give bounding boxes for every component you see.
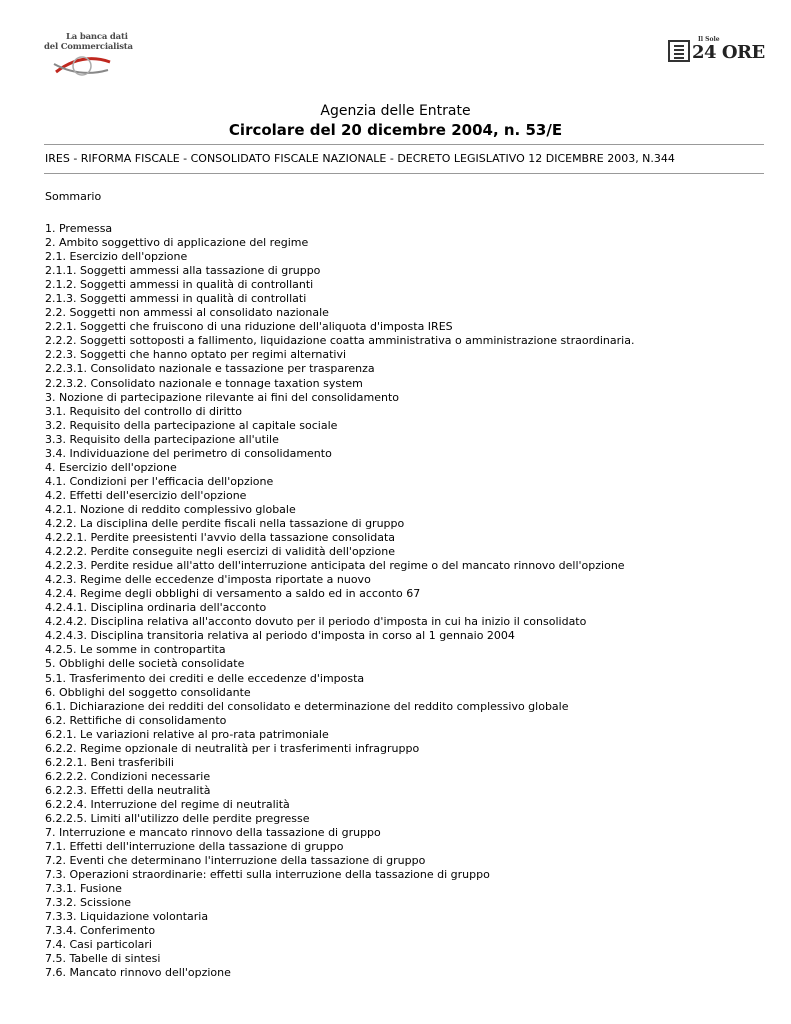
toc-item: 6.2.2. Regime opzionale di neutralità per i trasferimenti infragruppo: [45, 741, 420, 755]
toc-item: 7. Interruzione e mancato rinnovo della tassazione di gruppo: [45, 826, 381, 840]
toc-item: 4.2.2. La disciplina delle perdite fiscali nella tassazione di gruppo: [45, 516, 405, 530]
toc-item: 4.2.5. Le somme in contropartita: [45, 643, 226, 657]
logo-right-big: 24 ORE: [692, 42, 765, 63]
sole-24-ore-logo: [668, 38, 764, 66]
toc-item: 7.4. Casi particolari: [45, 938, 152, 952]
toc-item: 4.2.4.3. Disciplina transitoria relativa al periodo d'imposta in corso al 1 gennaio 2004: [45, 629, 515, 643]
toc-item: 2.2.3.2. Consolidato nazionale e tonnage taxation system: [45, 376, 363, 390]
logo-left-line1: La banca dati: [66, 32, 128, 42]
toc-item: 3.1. Requisito del controllo di diritto: [45, 404, 242, 418]
logo-left-line2: del Commercialista: [44, 42, 133, 52]
summary-heading: Sommario: [45, 190, 102, 203]
divider-bottom: [44, 173, 764, 174]
toc-item: 5.1. Trasferimento dei crediti e delle eccedenze d'imposta: [45, 671, 365, 685]
divider-top: [44, 144, 764, 145]
toc-item: 3.4. Individuazione del perimetro di consolidamento: [45, 446, 332, 460]
toc-item: 6.2.1. Le variazioni relative al pro-rata patrimoniale: [45, 727, 329, 741]
toc-item: 6. Obblighi del soggetto consolidante: [45, 685, 251, 699]
toc-item: 7.2. Eventi che determinano l'interruzione della tassazione di gruppo: [45, 854, 426, 868]
toc-item: 7.1. Effetti dell'interruzione della tassazione di gruppo: [45, 840, 344, 854]
toc-item: 4.1. Condizioni per l'efficacia dell'opzione: [45, 474, 274, 488]
newspaper-icon: [668, 40, 690, 62]
toc-item: 2.1.2. Soggetti ammessi in qualità di controllanti: [45, 278, 314, 292]
toc-item: 4.2. Effetti dell'esercizio dell'opzione: [45, 488, 247, 502]
document-subject: IRES - RIFORMA FISCALE - CONSOLIDATO FISCALE NAZIONALE - DECRETO LEGISLATIVO 12 DICEMBRE 2003, N.344: [45, 152, 675, 165]
toc-item: 4.2.2.1. Perdite preesistenti l'avvio della tassazione consolidata: [45, 531, 396, 545]
toc-item: 5. Obblighi delle società consolidate: [45, 657, 245, 671]
toc-item: 7.3.2. Scissione: [45, 896, 132, 910]
toc-item: 6.2. Rettifiche di consolidamento: [45, 713, 227, 727]
toc-item: 2.1.3. Soggetti ammessi in qualità di controllati: [45, 292, 307, 306]
toc-item: 2.1. Esercizio dell'opzione: [45, 250, 188, 264]
toc-item: 7.6. Mancato rinnovo dell'opzione: [45, 966, 231, 980]
toc-item: 2.2.3.1. Consolidato nazionale e tassazione per trasparenza: [45, 362, 375, 376]
toc-item: 4.2.3. Regime delle eccedenze d'imposta riportate a nuovo: [45, 573, 371, 587]
toc-item: 2.2.3. Soggetti che hanno optato per regimi alternativi: [45, 348, 347, 362]
toc-item: 7.3.3. Liquidazione volontaria: [45, 910, 209, 924]
swoosh-icon: [52, 52, 114, 80]
toc-item: 7.3. Operazioni straordinarie: effetti sulla interruzione della tassazione di gruppo: [45, 868, 490, 882]
toc-item: 4.2.4.2. Disciplina relativa all'acconto dovuto per il periodo d'imposta in cui ha inizio il consolidato: [45, 615, 587, 629]
logo-right-small: Il Sole: [698, 36, 720, 43]
toc-item: 7.5. Tabelle di sintesi: [45, 952, 161, 966]
toc-item: 2.2.1. Soggetti che fruiscono di una riduzione dell'aliquota d'imposta IRES: [45, 320, 453, 334]
toc-item: 4.2.2.3. Perdite residue all'atto dell'interruzione anticipata del regime o del mancato rinnovo dell'opzione: [45, 559, 625, 573]
toc-item: 2.2.2. Soggetti sottoposti a fallimento, liquidazione coatta amministrativa o amministrazione straordinaria.: [45, 334, 635, 348]
toc-item: 4.2.4.1. Disciplina ordinaria dell'acconto: [45, 601, 267, 615]
toc-item: 6.2.2.4. Interruzione del regime di neutralità: [45, 797, 290, 811]
toc-item: 2. Ambito soggettivo di applicazione del regime: [45, 236, 309, 250]
toc-item: 4. Esercizio dell'opzione: [45, 460, 177, 474]
toc-item: 1. Premessa: [45, 222, 113, 235]
toc-item: 2.2. Soggetti non ammessi al consolidato nazionale: [45, 306, 329, 320]
toc-item: 3. Nozione di partecipazione rilevante ai fini del consolidamento: [45, 390, 400, 404]
banca-dati-logo: [42, 30, 133, 82]
toc-item: 4.2.2.2. Perdite conseguite negli esercizi di validità dell'opzione: [45, 545, 395, 559]
toc-item: 6.2.2.1. Beni trasferibili: [45, 755, 174, 769]
toc-item: 7.3.1. Fusione: [45, 882, 122, 896]
toc-item: 6.2.2.2. Condizioni necessarie: [45, 769, 211, 783]
toc-item: 7.3.4. Conferimento: [45, 924, 156, 938]
toc-item: 4.2.4. Regime degli obblighi di versamento a saldo ed in acconto 67: [45, 587, 421, 601]
toc-item: 3.2. Requisito della partecipazione al capitale sociale: [45, 418, 338, 432]
toc-item: 2.1.1. Soggetti ammessi alla tassazione di gruppo: [45, 264, 321, 278]
toc-item: 4.2.1. Nozione di reddito complessivo globale: [45, 502, 296, 516]
toc-item: 6.2.2.3. Effetti della neutralità: [45, 783, 211, 797]
toc-item: 6.2.2.5. Limiti all'utilizzo delle perdite pregresse: [45, 811, 310, 825]
document-title: Circolare del 20 dicembre 2004, n. 53/E: [228, 121, 563, 139]
table-of-contents: [45, 222, 634, 981]
agency-name: Agenzia delle Entrate: [320, 103, 471, 119]
toc-item: 3.3. Requisito della partecipazione all'utile: [45, 432, 279, 446]
toc-item: 6.1. Dichiarazione dei redditi del consolidato e determinazione del reddito complessivo globale: [45, 699, 569, 713]
